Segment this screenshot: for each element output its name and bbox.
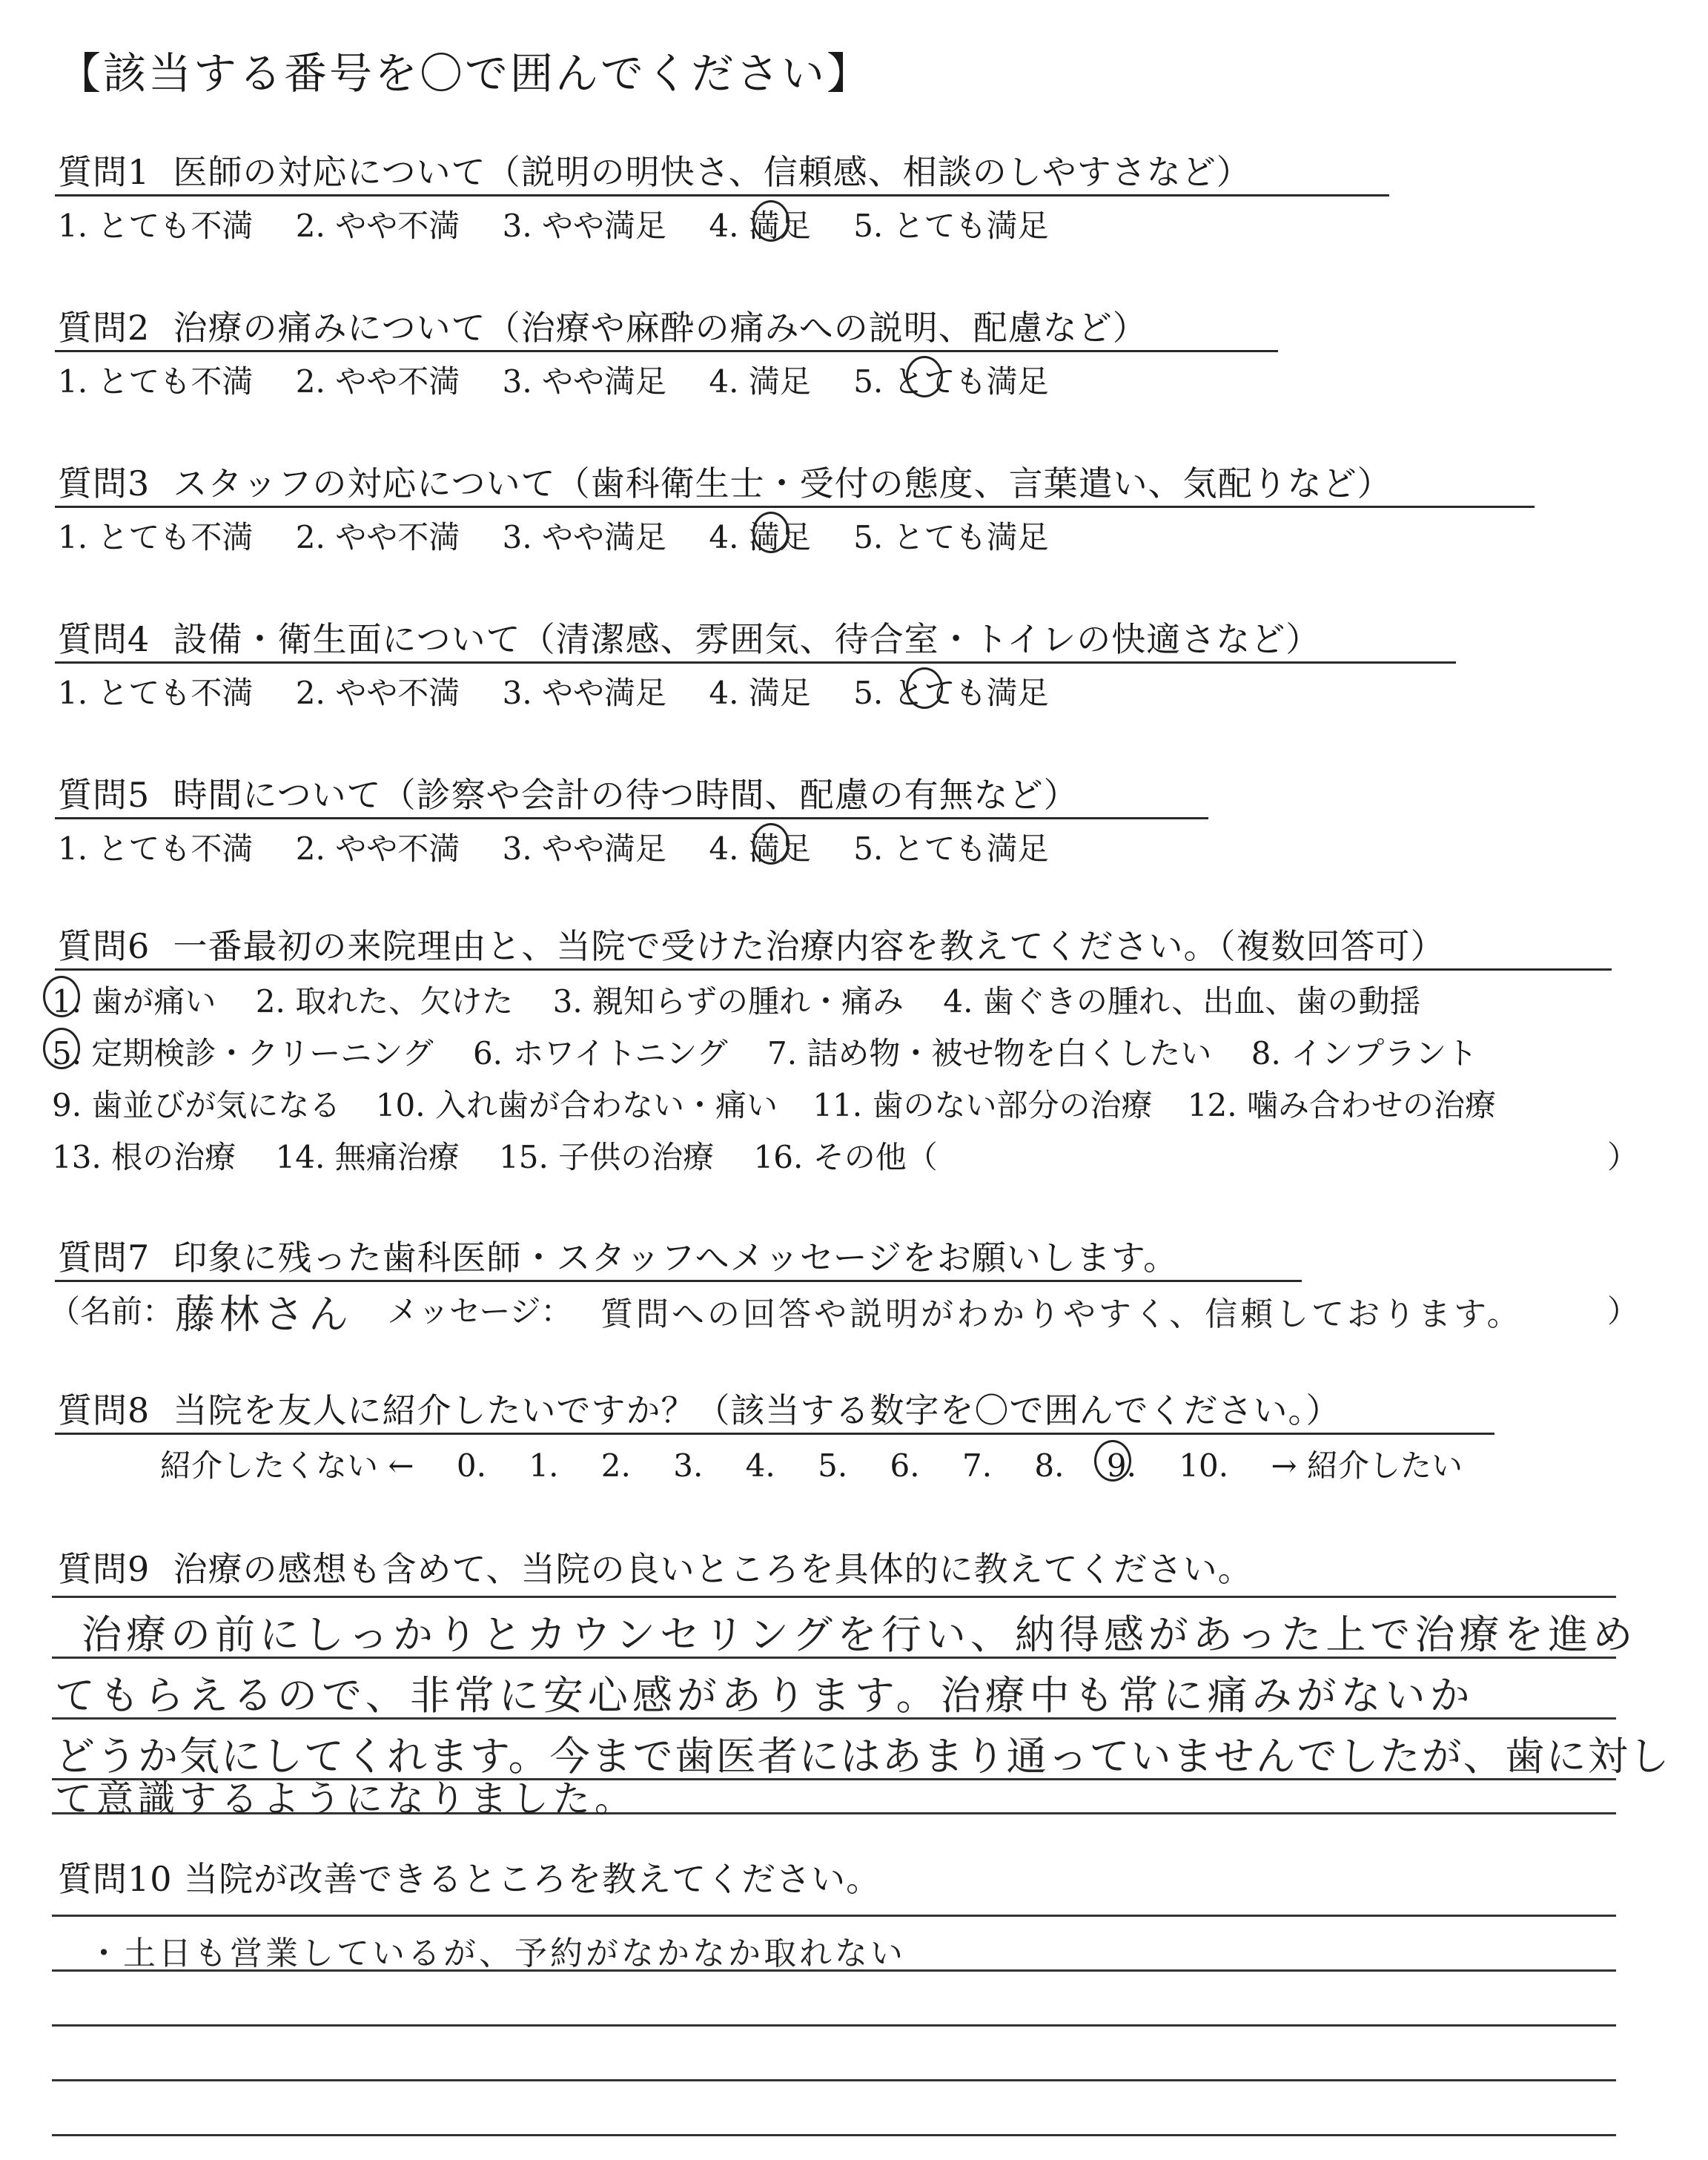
q6-option-14[interactable]: 14. 無痛治療 (275, 1139, 460, 1175)
q8-score-2[interactable]: 2. (600, 1447, 631, 1484)
q10-rule-1 (52, 1915, 1616, 1917)
q8-score-1[interactable]: 1. (529, 1447, 559, 1484)
q4-option-3[interactable]: 3. やや満足 (502, 675, 667, 711)
q6-option-8[interactable]: 8. インプラント (1251, 1035, 1478, 1071)
q1-option-3[interactable]: 3. やや満足 (502, 208, 667, 244)
q8-score-0[interactable]: 0. (456, 1447, 486, 1484)
q3-text: スタッフの対応について（歯科衛生士・受付の態度、言葉遣い、気配りなど） (173, 463, 1392, 503)
q2-option-4[interactable]: 4. 満足 (709, 363, 811, 400)
q9-text: 治療の感想も含めて、当院の良いところを具体的に教えてください。 (173, 1549, 1253, 1589)
q4-label: 質問4 (58, 619, 150, 659)
q2-options (58, 357, 1049, 402)
q1-title (58, 145, 1251, 194)
q9-label: 質問9 (58, 1549, 150, 1589)
q3-underline (55, 506, 1535, 508)
q5-option-3[interactable]: 3. やや満足 (502, 830, 667, 867)
q1-selected-circle (752, 200, 790, 242)
q10-rule-3 (52, 2024, 1616, 2027)
q2-text: 治療の痛みについて（治療や麻酔の痛みへの説明、配慮など） (173, 308, 1148, 348)
q8-score-7[interactable]: 7. (961, 1447, 993, 1484)
q6-title (58, 919, 1446, 968)
q2-underline (55, 350, 1278, 352)
q7-message-label: メッセージ： (387, 1293, 572, 1330)
q6-option-6[interactable]: 6. ホワイトニング (472, 1035, 728, 1071)
q6-option-2[interactable]: 2. 取れた、欠けた (255, 983, 514, 1020)
q7-close-paren: ） (1607, 1293, 1639, 1330)
q6-row-3 (52, 1081, 1496, 1126)
q2-option-1[interactable]: 1. とても不満 (58, 363, 254, 400)
q1-text: 医師の対応について（説明の明快さ、信頼感、相談のしやすさなど） (173, 152, 1251, 192)
q6-option-3[interactable]: 3. 親知らずの腫れ・痛み (552, 983, 904, 1020)
q6-underline (55, 968, 1612, 971)
q6-option-10[interactable]: 10. 入れ歯が合わない・痛い (375, 1087, 778, 1123)
q10-title (58, 1852, 881, 1901)
q3-title (58, 457, 1392, 506)
q7-title (58, 1231, 1178, 1280)
q8-right-label: → 紹介したい (1271, 1447, 1463, 1484)
q8-score-4[interactable]: 4. (745, 1447, 775, 1484)
q3-option-1[interactable]: 1. とても不満 (58, 519, 254, 555)
q1-options (58, 202, 1049, 246)
q4-option-5[interactable]: 5. とても満足 (853, 675, 1049, 711)
q9-answer-line-4[interactable]: て意識するようになりました。 (55, 1777, 636, 1820)
q10-text: 当院が改善できるところを教えてください。 (184, 1859, 881, 1899)
q2-selected-circle (906, 356, 943, 397)
q7-message-field[interactable]: 質問への回答や説明がわかりやすく、信頼しております。 (600, 1295, 1523, 1333)
q6-close-paren: ） (1607, 1139, 1639, 1175)
q6-selected-circle-1 (43, 976, 80, 1017)
q3-selected-circle (752, 512, 790, 553)
q4-text: 設備・衛生面について（清潔感、雰囲気、待合室・トイレの快適さなど） (173, 619, 1321, 659)
q8-selected-circle (1094, 1440, 1131, 1482)
q6-option-12[interactable]: 12. 噛み合わせの治療 (1187, 1087, 1496, 1123)
q4-option-1[interactable]: 1. とても不満 (58, 675, 254, 711)
q5-text: 時間について（診察や会計の待つ時間、配慮の有無など） (173, 775, 1079, 815)
q10-rule-4 (52, 2079, 1616, 2081)
q3-option-2[interactable]: 2. やや不満 (295, 519, 460, 555)
q8-title (58, 1384, 1341, 1433)
q1-option-5[interactable]: 5. とても満足 (853, 208, 1049, 244)
q6-option-9[interactable]: 9. 歯並びが気になる (52, 1087, 341, 1123)
q8-score-10[interactable]: 10. (1179, 1447, 1229, 1484)
q2-label: 質問2 (58, 308, 150, 348)
q1-option-4[interactable]: 4. 満足 (709, 208, 811, 244)
q8-left-label: 紹介したくない ← (160, 1447, 414, 1484)
q4-option-4[interactable]: 4. 満足 (709, 675, 811, 711)
q8-scale-row (160, 1441, 1463, 1486)
q6-option-13[interactable]: 13. 根の治療 (52, 1139, 236, 1175)
q1-option-1[interactable]: 1. とても不満 (58, 208, 254, 244)
q6-option-1[interactable]: 1. 歯が痛い (52, 983, 216, 1020)
q8-text: 当院を友人に紹介したいですか？（該当する数字を〇で囲んでください。） (173, 1390, 1341, 1430)
q7-label: 質問7 (58, 1238, 150, 1278)
q1-underline (55, 194, 1389, 196)
q9-answer-line-3[interactable]: どうか気にしてくれます。今まで歯医者にはあまり通っていませんでしたが、歯に対し (55, 1733, 1671, 1780)
q3-option-4[interactable]: 4. 満足 (709, 519, 811, 555)
q6-option-11[interactable]: 11. 歯のない部分の治療 (812, 1087, 1153, 1123)
q6-row-2 (52, 1029, 1477, 1074)
q10-answer-line-1[interactable]: ・土日も営業しているが、予約がなかなか取れない (87, 1935, 906, 1972)
form-header: 【該当する番号を〇で囲んでください】 (58, 48, 873, 99)
q3-label: 質問3 (58, 463, 150, 503)
q5-underline (55, 817, 1208, 819)
q4-options (58, 669, 1049, 713)
q8-score-8[interactable]: 8. (1034, 1447, 1065, 1484)
q5-option-4[interactable]: 4. 満足 (709, 830, 811, 867)
q7-name-field[interactable]: 藤林さん (175, 1291, 353, 1338)
q9-answer-line-1[interactable]: 治療の前にしっかりとカウンセリングを行い、納得感があった上で治療を進め (82, 1611, 1638, 1658)
q1-option-2[interactable]: 2. やや不満 (295, 208, 460, 244)
q2-title (58, 301, 1148, 350)
q8-score-3[interactable]: 3. (673, 1447, 704, 1484)
q5-option-2[interactable]: 2. やや不満 (295, 830, 460, 867)
q6-text: 一番最初の来院理由と、当院で受けた治療内容を教えてください。（複数回答可） (173, 926, 1446, 966)
q10-rule-5 (52, 2134, 1616, 2136)
q6-option-15[interactable]: 15. 子供の治療 (499, 1139, 715, 1175)
q6-label: 質問6 (58, 926, 150, 966)
q7-underline (55, 1280, 1302, 1282)
q2-option-2[interactable]: 2. やや不満 (295, 363, 460, 400)
q4-option-2[interactable]: 2. やや不満 (295, 675, 460, 711)
q8-underline (55, 1433, 1494, 1435)
q3-option-3[interactable]: 3. やや満足 (502, 519, 667, 555)
q6-option-5[interactable]: 5. 定期検診・クリーニング (52, 1035, 434, 1071)
q4-title (58, 612, 1320, 661)
q6-row-4 (52, 1133, 938, 1178)
q6-row-1 (52, 977, 1420, 1022)
q5-title (58, 768, 1079, 817)
q7-name-prefix: （名前： (49, 1293, 174, 1330)
q8-label: 質問8 (58, 1390, 150, 1430)
q6-option-16[interactable]: 16. その他（ (753, 1139, 938, 1175)
q5-option-1[interactable]: 1. とても不満 (58, 830, 254, 867)
q5-options (58, 825, 1049, 869)
q8-score-5[interactable]: 5. (818, 1447, 848, 1484)
q2-option-5[interactable]: 5. とても満足 (853, 363, 1049, 400)
q3-options (58, 513, 1049, 558)
q2-option-3[interactable]: 3. やや満足 (502, 363, 667, 400)
q10-label: 質問10 (58, 1859, 173, 1899)
q9-rule-1 (52, 1596, 1616, 1598)
q6-option-7[interactable]: 7. 詰め物・被せ物を白くしたい (767, 1035, 1212, 1071)
q6-selected-circle-5 (43, 1028, 80, 1069)
q8-score-6[interactable]: 6. (890, 1447, 920, 1484)
q9-answer-line-2[interactable]: てもらえるので、非常に安心感があります。治療中も常に痛みがないか (55, 1672, 1474, 1719)
q4-selected-circle (906, 667, 943, 709)
q7-text: 印象に残った歯科医師・スタッフへメッセージをお願いします。 (173, 1238, 1179, 1278)
q1-label: 質問1 (58, 152, 150, 192)
q6-option-4[interactable]: 4. 歯ぐきの腫れ、出血、歯の動揺 (943, 983, 1421, 1020)
q5-option-5[interactable]: 5. とても満足 (853, 830, 1049, 867)
q8-score-9[interactable]: 9. (1106, 1447, 1136, 1484)
q5-label: 質問5 (58, 775, 150, 815)
q4-underline (55, 661, 1456, 664)
q9-title (58, 1542, 1253, 1591)
q3-option-5[interactable]: 5. とても満足 (853, 519, 1049, 555)
q5-selected-circle (752, 823, 790, 865)
